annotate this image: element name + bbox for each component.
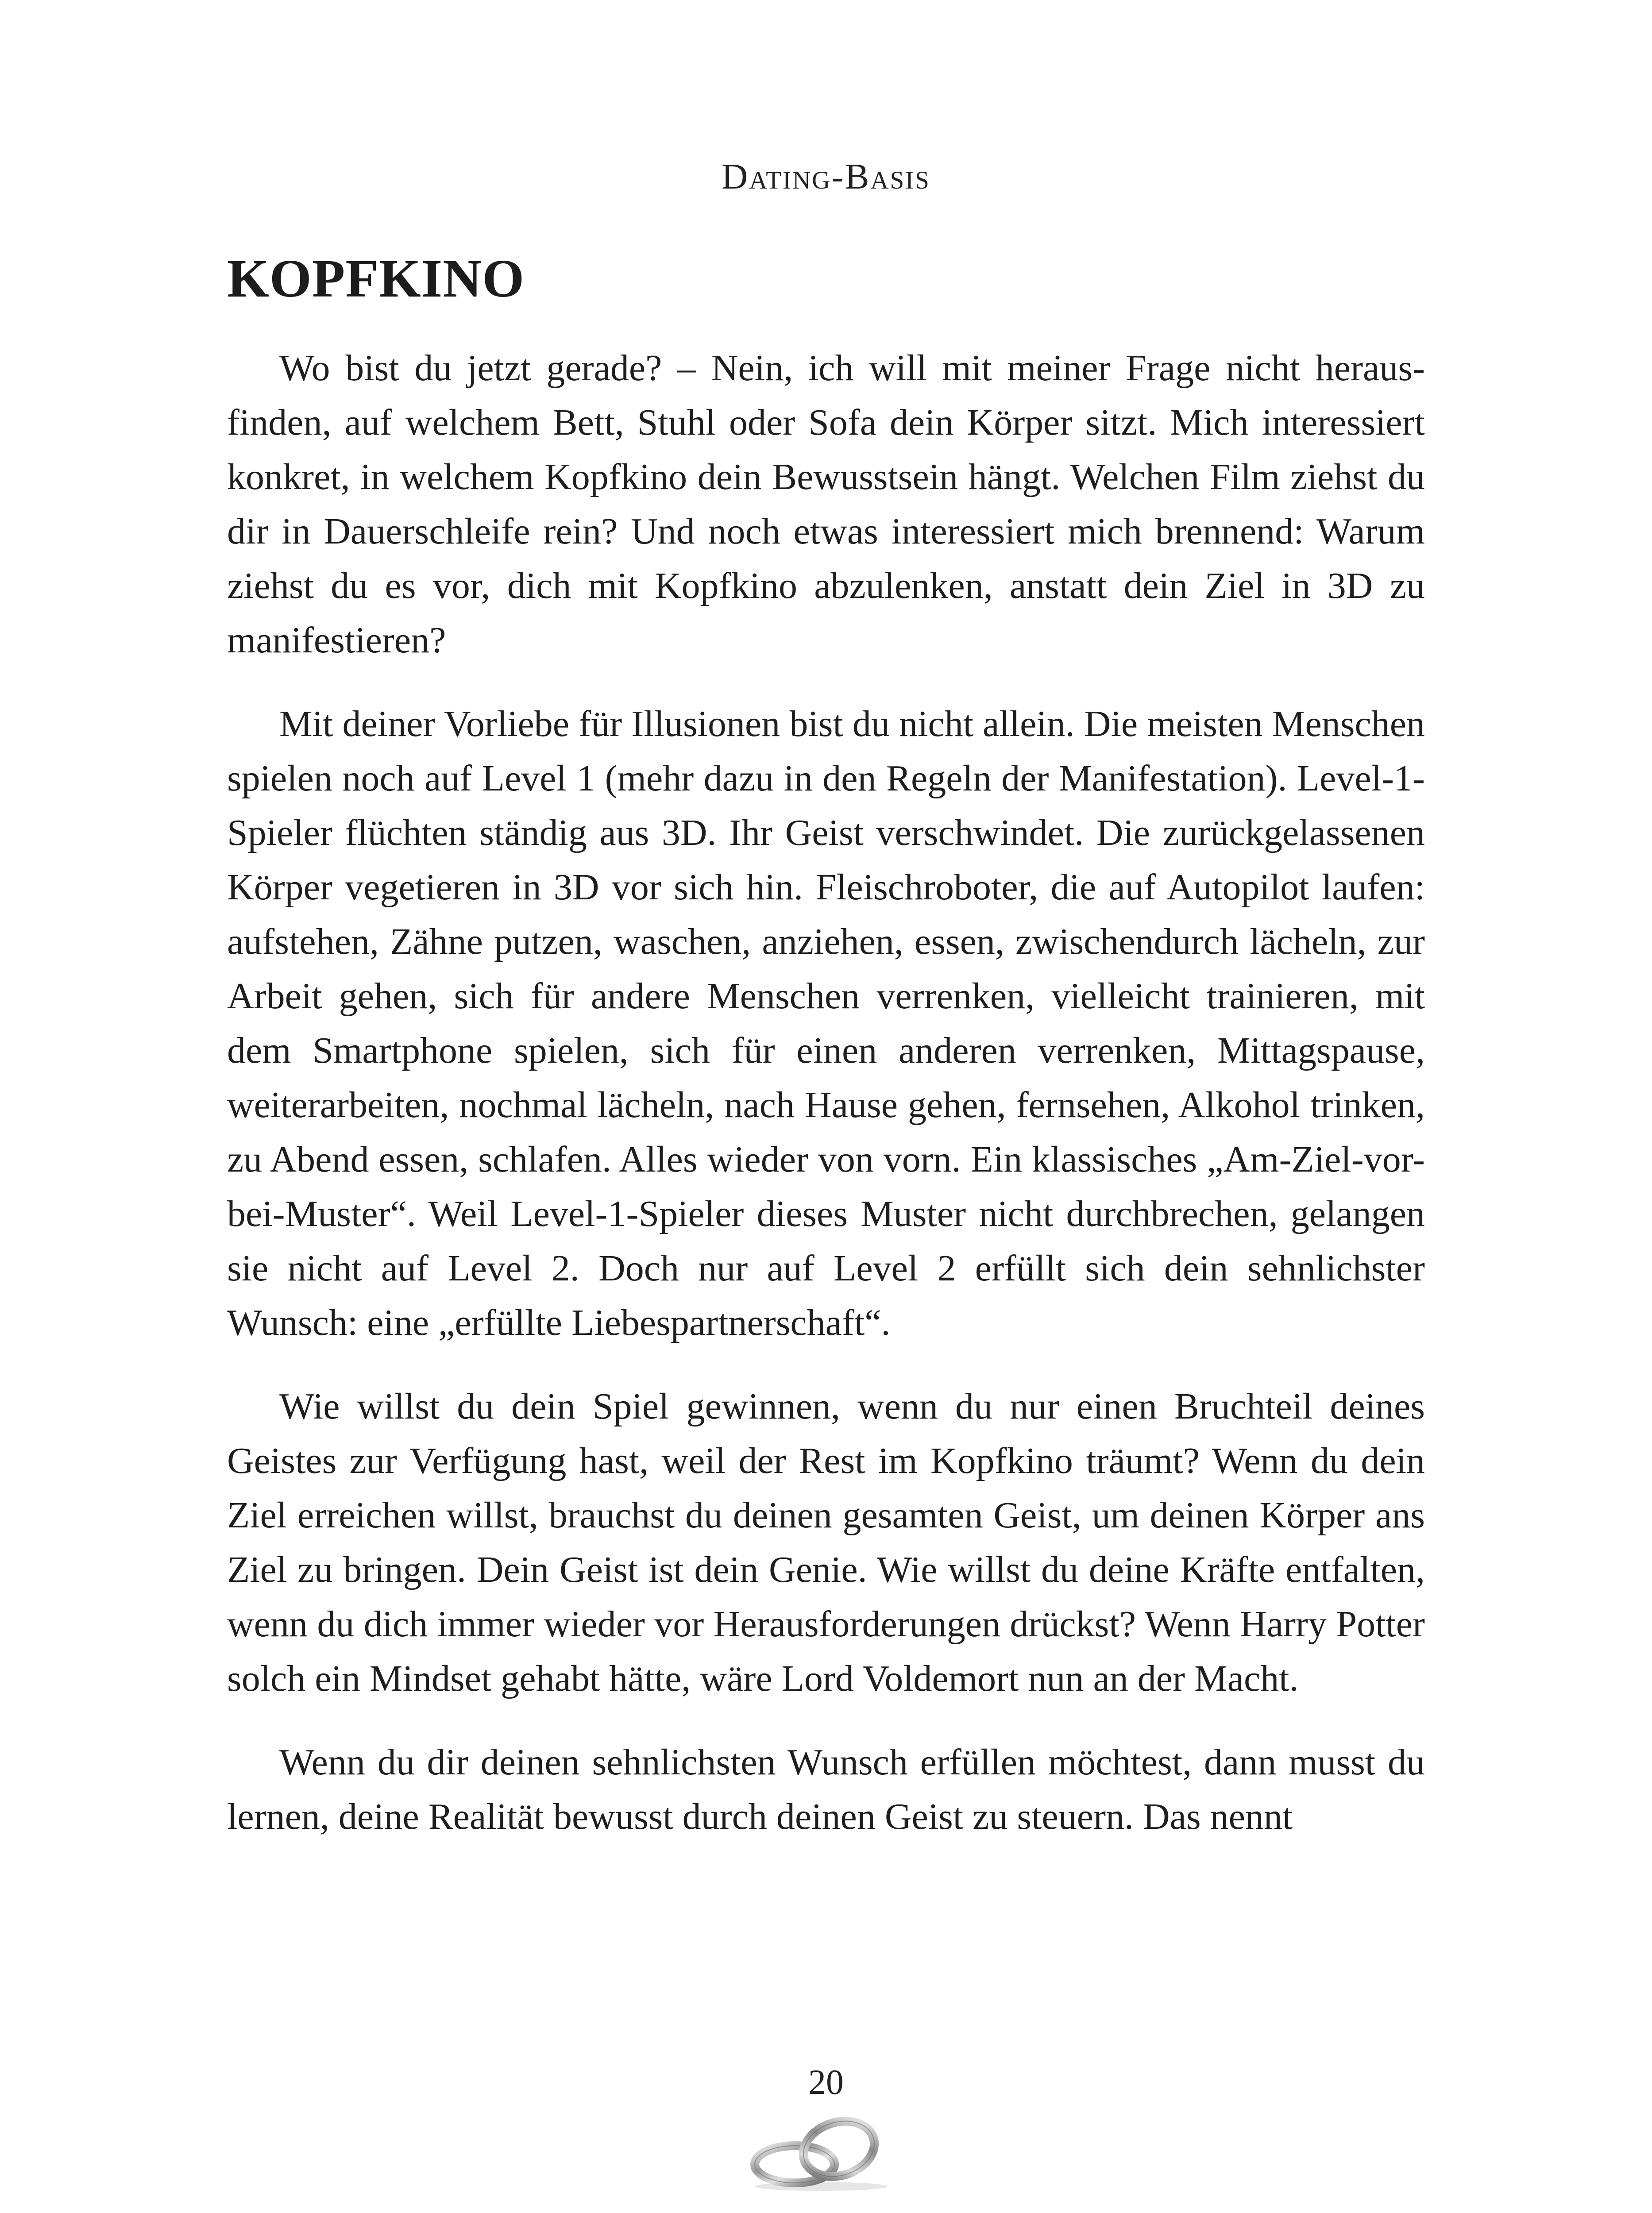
- paragraph-2: Mit deiner Vorliebe für Illusionen bist du nicht allein. Die meisten Menschen spielen noch auf Level 1 (mehr dazu in den Regeln der Manifestation). Level-1-Spieler flüchten ständig aus 3D. Ihr Geist verschwindet. Die zurückgelassenen Körper vegetieren in 3D vor sich hin. Fleischroboter, die auf Autopilot laufen: aufstehen, Zähne putzen, waschen, anziehen, essen, zwischendurch lächeln, zur Arbeit gehen, sich für andere Menschen verrenken, vielleicht trainieren, mit dem Smartphone spielen, sich für einen anderen verrenken, Mittagspause, weiterarbeiten, nochmal lächeln, nach Hause gehen, fernsehen, Alkohol trinken, zu Abend essen, schlafen. Alles wieder von vorn. Ein klassisches „Am-Ziel-vor-bei-Muster“. Weil Level-1-Spieler dieses Muster nicht durchbrechen, gelangen sie nicht auf Level 2. Doch nur auf Level 2 erfüllt sich dein sehnlichster Wunsch: eine „erfüllte Liebespartnerschaft“.: [227, 703, 1425, 1343]
- paragraph-1: Wo bist du jetzt gerade? – Nein, ich will mit meiner Frage nicht herausfinden, auf welchem Bett, Stuhl oder Sofa dein Körper sitzt. Mich interessiert konkret, in welchem Kopfkino dein Bewusstsein hängt. Welchen Film ziehst du dir in Dauerschleife rein? Und noch etwas interessiert mich brennend: Warum ziehst du es vor, dich mit Kopfkino abzulenken, anstatt dein Ziel in 3D zu manifestieren?: [227, 347, 1425, 661]
- chapter-title: KOPFKINO: [227, 249, 525, 308]
- paragraph-3: Wie willst du dein Spiel gewinnen, wenn du nur einen Bruchteil deines Geistes zur Verfügung hast, weil der Rest im Kopfkino träumt? Wenn du dein Ziel erreichen willst, brauchst du deinen gesamten Geist, um deinen Körper ans Ziel zu bringen. Dein Geist ist dein Genie. Wie willst du deine Kräfte entfalten, wenn du dich immer wieder vor Herausforderungen drückst? Wenn Harry Potter solch ein Mindset gehabt hätte, wäre Lord Voldemort nun an der Macht.: [227, 1386, 1425, 1699]
- wedding-rings-icon: [744, 2113, 894, 2193]
- body-text: [227, 341, 1425, 1873]
- page-number: 20: [808, 2063, 844, 2102]
- paragraph-4: Wenn du dir deinen sehnlichsten Wunsch erfüllen möchtest, dann musst du lernen, deine Realität bewusst durch deinen Geist zu steuern. Das nennt: [227, 1742, 1425, 1837]
- running-head: Dating-Basis: [722, 156, 930, 197]
